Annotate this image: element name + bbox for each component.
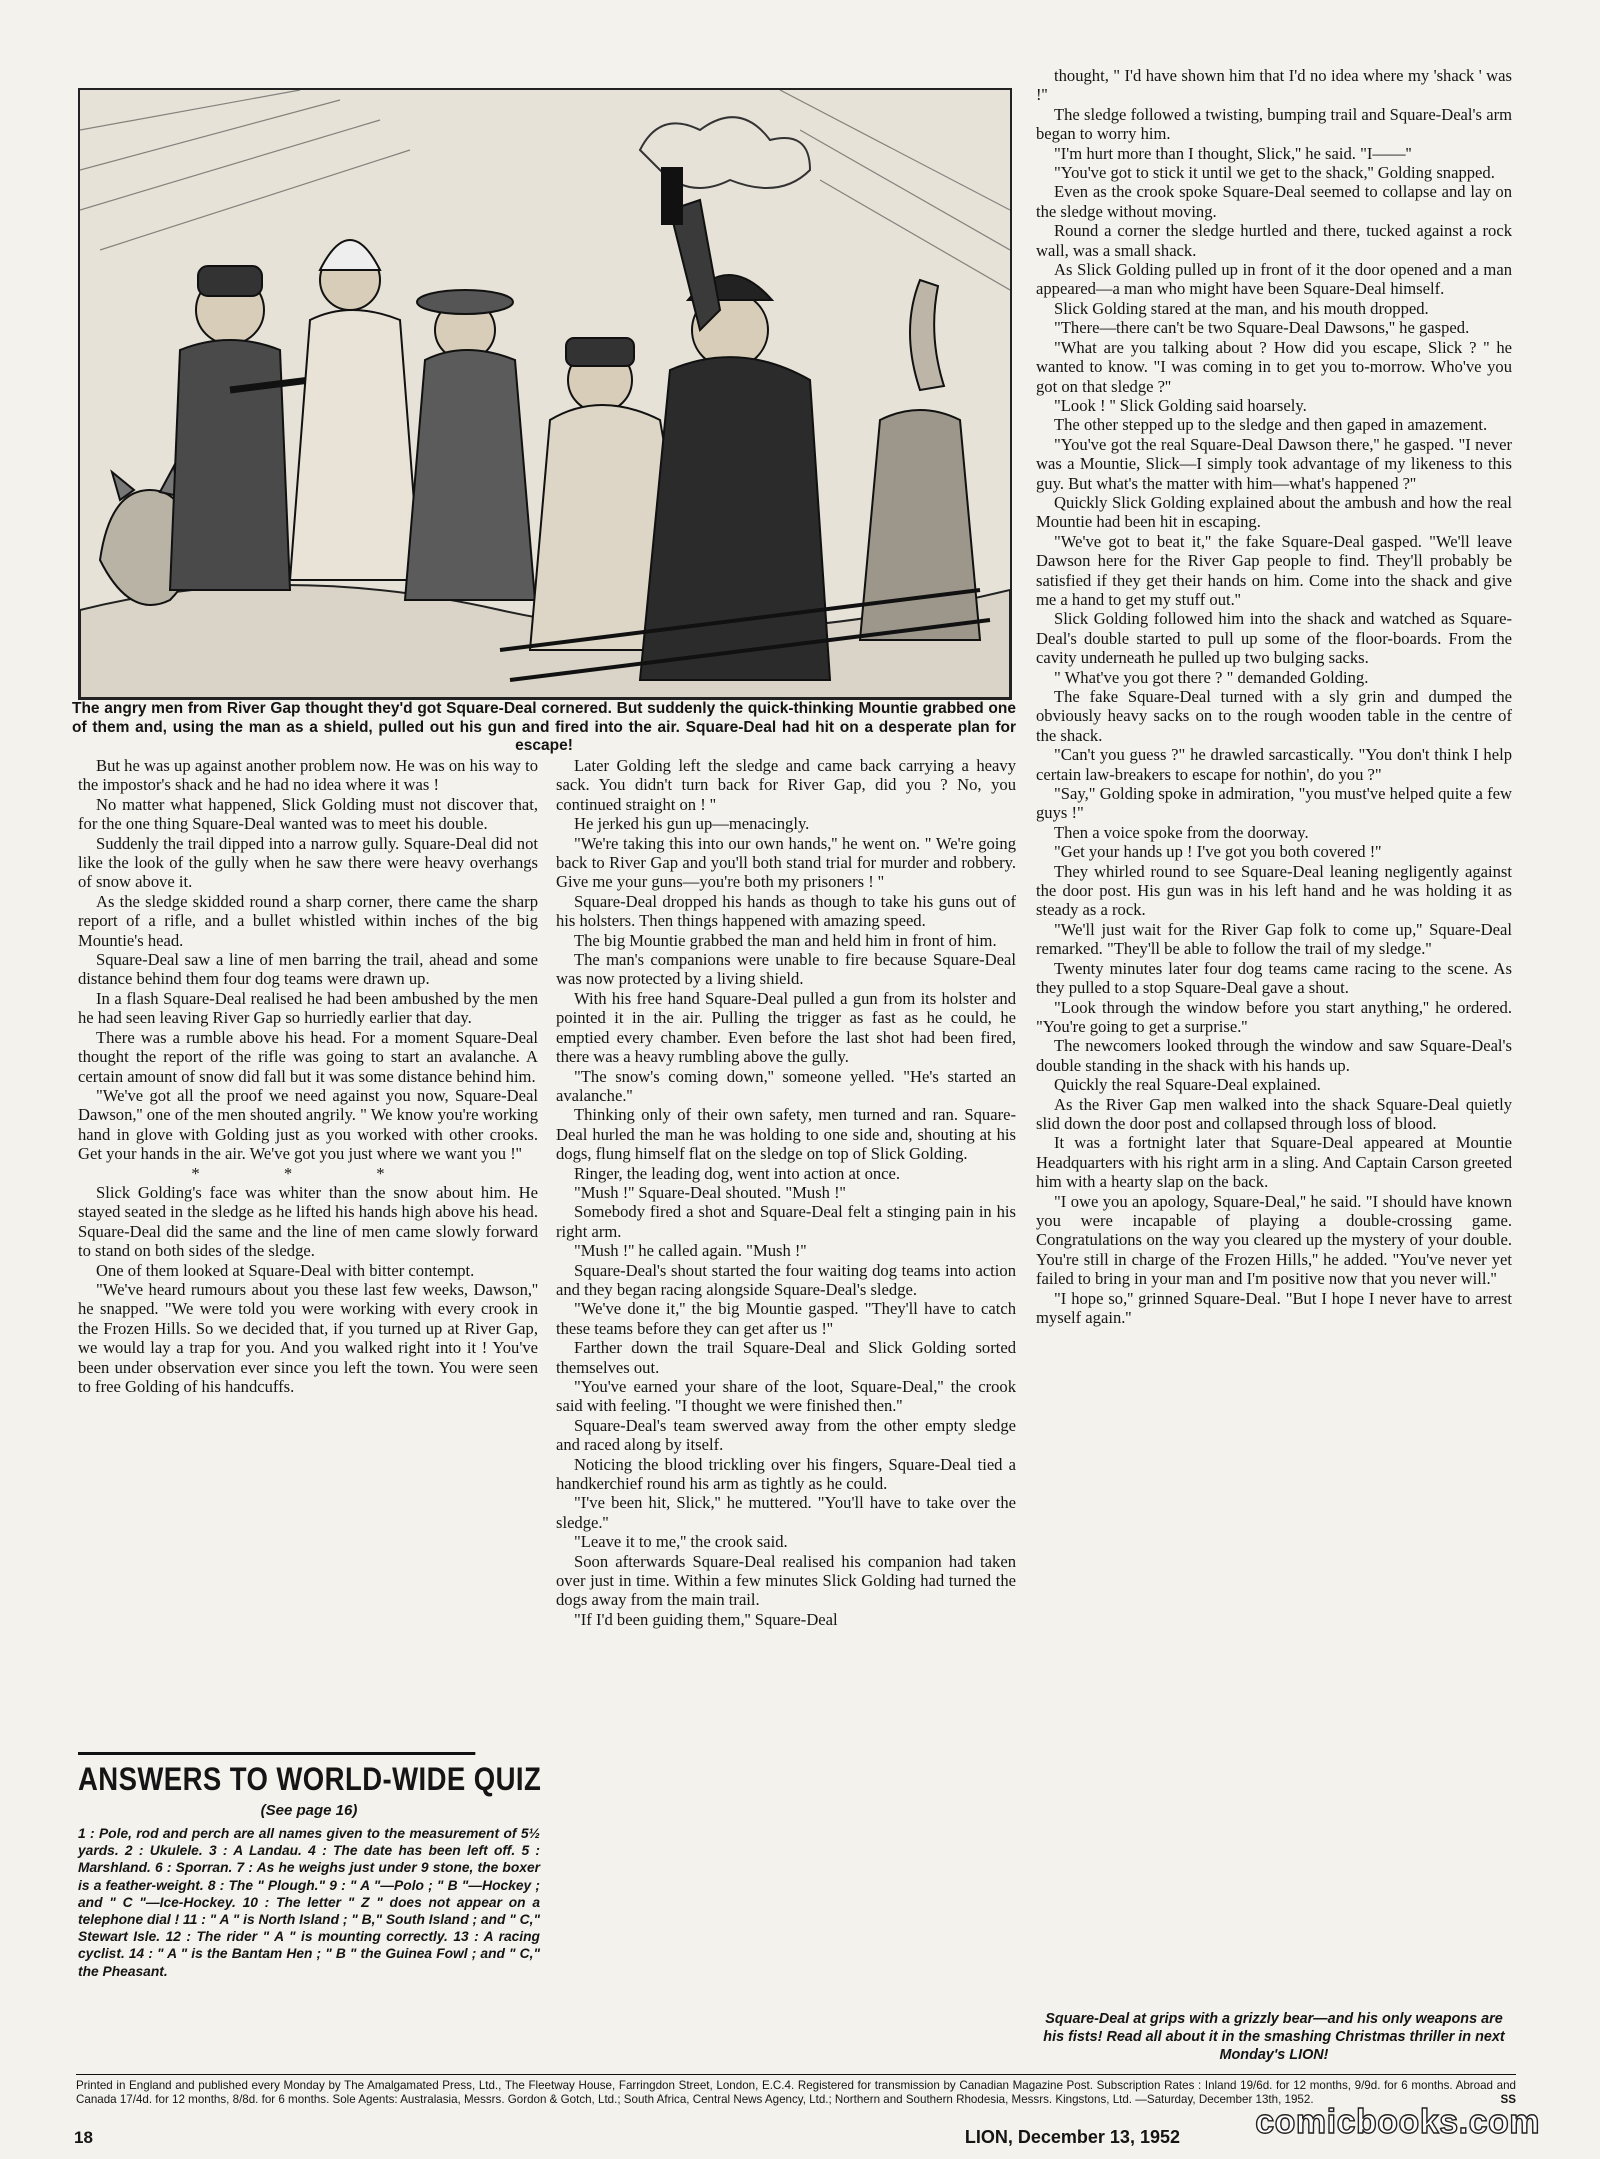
story-paragraph: "I hope so,'' grinned Square-Deal. "But I hope I never have to arrest myself again.'' [1036,1288,1512,1327]
story-paragraph: Then a voice spoke from the doorway. [1054,822,1309,842]
imprint-code: SS [1500,2093,1516,2106]
story-paragraph: Quickly the real Square-Deal explained. [1054,1075,1321,1095]
story-paragraph: Square-Deal dropped his hands as though to take his guns out of his holsters. Then things happened with amazing speed. [556,891,1016,931]
story-paragraph: The man's companions were unable to fire because Square-Deal was now protected by a living shield. [556,950,1016,989]
story-paragraph: "You've earned your share of the loot, Square-Deal,'' the crook said with feeling. "I thought we were finished then.'' [556,1377,1016,1416]
next-week-promo: Square-Deal at grips with a grizzly bear—and his only weapons are his fists! Read all about it in the smashing Christmas thriller in next Monday's LION! [1043,2011,1505,2063]
story-paragraph: Slick Golding followed him into the shack and watched as Square-Deal's double started to pull up some of the floor-boards. From the cavity underneath he pulled up two bulging sacks. [1036,609,1512,668]
story-paragraph: He jerked his gun up—menacingly. [574,814,810,834]
story-column-1 [78,756,538,1746]
site-watermark: comicbooks.com [1255,2103,1540,2141]
story-paragraph: "I've been hit, Slick,'' he muttered. "You'll have to take over the sledge.'' [556,1493,1016,1532]
story-paragraph: Slick Golding's face was whiter than the snow about him. He stayed seated in the sledge as he lifted his hands high above his head. Square-Deal did the same and the line of men came slowly forward to stand on both sides of the sledge. [78,1182,538,1261]
story-paragraph: It was a fortnight later that Square-Deal appeared at Mountie Headquarters with his right arm in a sling. And Captain Carson greeted him with a hearty slap on the back. [1036,1133,1512,1192]
story-paragraph: Square-Deal saw a line of men barring the trail, ahead and some distance behind them four dog teams were drawn up. [78,950,538,989]
story-paragraph: "Get your hands up ! I've got you both covered !'' [1054,842,1382,862]
story-paragraph: "What are you talking about ? How did you escape, Slick ? '' he wanted to know. "I was coming in to get you to-morrow. Who've you got on that sledge ?'' [1036,337,1512,396]
story-paragraph: "Say," Golding spoke in admiration, "you must've helped quite a few guys !" [1036,784,1512,823]
story-paragraph: As the River Gap men walked into the shack Square-Deal quietly slid down the door post and collapsed through loss of blood. [1036,1094,1512,1133]
story-paragraph: The other stepped up to the sledge and then gaped in amazement. [1054,415,1488,435]
story-paragraph: Noticing the blood trickling over his fingers, Square-Deal tied a handkerchief round his arm as tightly as he could. [556,1454,1016,1494]
story-paragraph: * * * [191,1163,425,1183]
story-paragraph: Somebody fired a shot and Square-Deal felt a stinging pain in his right arm. [556,1202,1016,1241]
story-paragraph: "You've got the real Square-Deal Dawson there,'' he gasped. "I never was a Mountie, Slick—I simply took advantage of my likeness to this guy. But what's the matter with him—what's happened ?'' [1036,434,1512,493]
story-paragraph: Thinking only of their own safety, men turned and ran. Square-Deal hurled the man he was holding to one side and, shouting at his dogs, flung himself flat on the sledge on top of Slick Golding. [556,1105,1016,1164]
story-paragraph: "We'll just wait for the River Gap folk to come up,'' Square-Deal remarked. "They'll be able to follow the trail of my sledge.'' [1036,919,1512,959]
story-paragraph: In a flash Square-Deal realised he had been ambushed by the men he had seen leaving River Gap so hurriedly earlier that day. [78,988,538,1028]
issue-line: LION, December 13, 1952 [964,2127,1180,2147]
illustration-drawing [80,90,1010,698]
story-paragraph: "The snow's coming down,'' someone yelled. "He's started an avalanche.'' [556,1066,1016,1105]
story-paragraph: "Mush !'' he called again. "Mush !'' [574,1241,807,1261]
quiz-subtitle: (See page 16) [260,1802,358,1819]
story-paragraph: Square-Deal's shout started the four waiting dog teams into action and they began racing alongside Square-Deal's sledge. [556,1260,1016,1299]
story-paragraph: There was a rumble above his head. For a moment Square-Deal thought the report of the rifle was going to start an avalanche. A certain amount of snow did fall but it was some distance behind him. [78,1027,538,1086]
story-paragraph: "We've got all the proof we need against you now, Square-Deal Dawson,'' one of the men shouted angrily. " We know you're working hand in glove with Golding just as you worked with other crooks. Get your hands in the air. We've got you just where we want you !'' [78,1085,538,1164]
story-paragraph: " What've you got there ? " demanded Golding. [1054,667,1369,687]
story-column-2 [556,756,1016,2016]
story-paragraph: But he was up against another problem now. He was on his way to the impostor's shack and he had no idea where it was ! [78,756,538,795]
story-column-3 [1036,66,1512,2002]
story-paragraph: "We've got to beat it,'' the fake Square-Deal gasped. "We'll leave Dawson here for the River Gap people to find. They'll probably be satisfied if they get their hands on him. Come into the shack and give me a hand to get my stuff out.'' [1036,531,1512,609]
quiz-body: 1 : Pole, rod and perch are all names given to the measurement of 5½ yards. 2 : Ukulele. 3 : A Landau. 4 : The date has been left off. 5 : Marshland. 6 : Sporran. 7 : As he weighs just under 9 stone, the boxer is a feather-weight. 8 : The " Plough." 9 : " A "—Polo ; " B "—Hockey ; and " C "—Ice-Hockey. 10 : The letter " Z " does not appear on a telephone dial ! 11 : " A " is North Island ; " B," South Island ; and " C," Stewart Isle. 12 : The rider " A " is mounting correctly. 13 : A racing cyclist. 14 : " A " is the Bantam Hen ; " B " the Guinea Fowl ; and " C," the Pheasant. [78,1826,540,1979]
story-paragraph: "We're taking this into our own hands,'' he went on. " We're going back to River Gap and you'll both stand trial for murder and robbery. Give me your guns—you're both my prisoners ! '' [556,833,1016,892]
quiz-answers-box [78,1752,540,1980]
story-paragraph: Farther down the trail Square-Deal and Slick Golding sorted themselves out. [556,1338,1016,1377]
story-paragraph: Later Golding left the sledge and came back carrying a heavy sack. You didn't turn back for River Gap, did you ? No, you continued straight on ! '' [556,756,1016,814]
story-paragraph: Ringer, the leading dog, went into action at once. [574,1163,901,1183]
story-paragraph: Round a corner the sledge hurtled and there, tucked against a rock wall, was a small shack. [1036,221,1512,260]
story-paragraph: "We've heard rumours about you these last few weeks, Dawson,'' he snapped. "We were told you were working with every crook in the Frozen Hills. So we decided that, if you turned up at River Gap, we would lay a trap for you. And you walked right into it ! You've been under observation ever since you left the town. You were seen to free Golding of his handcuffs. [78,1279,538,1396]
story-paragraph: One of them looked at Square-Deal with bitter contempt. [96,1260,475,1280]
story-paragraph: Quickly Slick Golding explained about the ambush and how the real Mountie had been hit in escaping. [1036,492,1512,532]
story-paragraph: "Look through the window before you start anything,'' he ordered. "You're going to get a surprise.'' [1036,997,1512,1036]
story-paragraph: Even as the crook spoke Square-Deal seemed to collapse and lay on the sledge without moving. [1036,182,1512,221]
story-paragraph: thought, " I'd have shown him that I'd no idea where my 'shack ' was !'' [1036,66,1512,105]
story-paragraph: "Can't you guess ?" he drawled sarcastically. "You don't think I help certain law-breakers to escape for nothin', do you ?" [1036,745,1512,784]
story-paragraph: "We've done it,'' the big Mountie gasped. "They'll have to catch these teams before they can get after us !'' [556,1299,1016,1338]
story-paragraph: With his free hand Square-Deal pulled a gun from its holster and pointed it in the air. Pulling the trigger as fast as he could, he emptied every chamber. Even before the last shot had been fired, there was a heavy rumbling above the gully. [556,988,1016,1067]
story-paragraph: Soon afterwards Square-Deal realised his companion had taken over just in time. Within a few minutes Slick Golding had turned the dogs away from the main trail. [556,1551,1016,1610]
story-paragraph: "I'm hurt more than I thought, Slick,'' he said. "I——'' [1054,143,1412,163]
story-paragraph: "There—there can't be two Square-Deal Dawsons,'' he gasped. [1054,318,1470,338]
story-paragraph: As Slick Golding pulled up in front of it the door opened and a man appeared—a man who might have been Square-Deal himself. [1036,260,1512,299]
imprint-text: Printed in England and published every Monday by The Amalgamated Press, Ltd., The Fleetway House, Farringdon Street, London, E.C.4. Registered for transmission by Canadian Magazine Post. Subscription Rates : Inland 19/6d. for 12 months, 9/9d. for 6 months. Abroad and Canada 17/4d. for 12 months, 8/8d. for 6 months. Sole Agents: Australasia, Messrs. Gordon & Gotch, Ltd.; South Africa, Central News Agency, Ltd.; Northern and Southern Rhodesia, Messrs. Kingstons, Ltd. —Saturday, December 13th, 1952. [76,2079,1516,2106]
story-paragraph: "Look ! '' Slick Golding said hoarsely. [1054,395,1307,415]
story-paragraph: The big Mountie grabbed the man and held him in front of him. [574,930,997,950]
story-paragraph: No matter what happened, Slick Golding must not discover that, for the one thing Square-Deal wanted was to meet his double. [78,794,538,834]
illustration-caption: The angry men from River Gap thought they'd got Square-Deal cornered. But suddenly the quick-thinking Mountie grabbed one of them and, using the man as a shield, pulled out his gun and fired into the air. Square-Deal had hit on a desperate plan for escape! [72,700,1016,754]
story-paragraph: "If I'd been guiding them,'' Square-Deal [574,1609,838,1629]
story-paragraph: Twenty minutes later four dog teams came racing to the scene. As they pulled to a stop Square-Deal gave a shout. [1036,958,1512,998]
story-paragraph: As the sledge skidded round a sharp corner, there came the sharp report of a rifle, and a bullet whistled within inches of the big Mountie's head. [78,891,538,950]
story-paragraph: "You've got to stick it until we get to the shack,'' Golding snapped. [1054,163,1495,183]
story-paragraph: Suddenly the trail dipped into a narrow gully. Square-Deal did not like the look of the gully when he saw there were heavy overhangs of snow above it. [78,833,538,892]
story-paragraph: The sledge followed a twisting, bumping trail and Square-Deal's arm began to worry him. [1036,104,1512,144]
story-paragraph: Square-Deal's team swerved away from the other empty sledge and raced along by itself. [556,1415,1016,1455]
story-paragraph: The newcomers looked through the window and saw Square-Deal's double standing in the shack with his hands up. [1036,1036,1512,1075]
page-number: 18 [74,2128,93,2147]
story-illustration [78,88,1012,700]
story-paragraph: "Mush !'' Square-Deal shouted. "Mush !'' [574,1182,846,1202]
quiz-title: ANSWERS TO WORLD-WIDE QUIZ [78,1752,475,1798]
story-paragraph: Slick Golding stared at the man, and his mouth dropped. [1054,298,1429,318]
story-paragraph: "Leave it to me,'' the crook said. [574,1532,788,1552]
story-paragraph: "I owe you an apology, Square-Deal,'' he said. "I should have known you were incapable of playing a double-crossing game. Congratulations on the way you cleared up the mystery of your double. You're still in charge of the Frozen Hills,'' he added. "You've never yet failed to bring in your man and I'm positive now that you never will.'' [1036,1191,1512,1289]
story-paragraph: The fake Square-Deal turned with a sly grin and dumped the obviously heavy sacks on to the rough wooden table in the centre of the shack. [1036,687,1512,745]
story-paragraph: They whirled round to see Square-Deal leaning negligently against the door post. His gun was in his left hand and he was holding it as steady as a rock. [1036,861,1512,920]
